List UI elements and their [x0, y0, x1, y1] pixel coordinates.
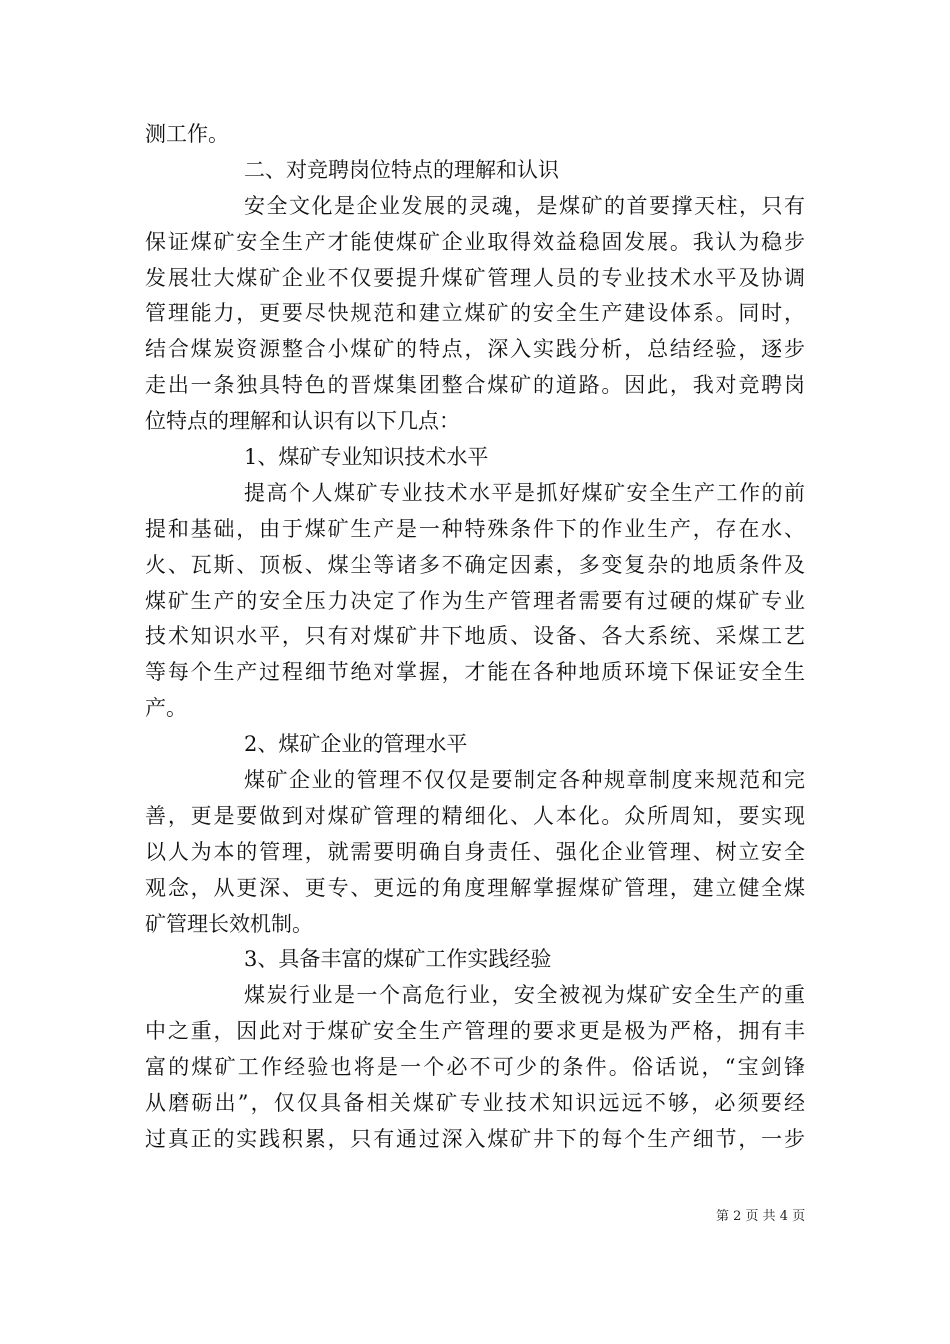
body-line: 观念，从更深、更专、更远的角度理解掌握煤矿管理，建立健全煤	[145, 875, 805, 900]
subsection-heading: 2、煤矿企业的管理水平	[244, 732, 468, 757]
body-line: 走出一条独具特色的晋煤集团整合煤矿的道路。因此，我对竞聘岗	[145, 373, 805, 398]
paragraph-first-line: 提高个人煤矿专业技术水平是抓好煤矿安全生产工作的前	[244, 480, 805, 505]
paragraph-first-line: 煤矿企业的管理不仅仅是要制定各种规章制度来规范和完	[244, 768, 805, 793]
body-line: 善，更是要做到对煤矿管理的精细化、人本化。众所周知，要实现	[145, 803, 805, 828]
paragraph-first-line: 安全文化是企业发展的灵魂，是煤矿的首要撑天柱，只有	[244, 193, 805, 218]
page-number: 第 2 页 共 4 页	[716, 1209, 806, 1224]
body-line: 煤矿生产的安全压力决定了作为生产管理者需要有过硬的煤矿专业	[145, 588, 805, 613]
subsection-heading: 1、煤矿专业知识技术水平	[244, 445, 489, 470]
section-heading: 二、对竞聘岗位特点的理解和认识	[244, 157, 559, 182]
body-line: 从磨砺出”，仅仅具备相关煤矿专业技术知识远远不够，必须要经	[145, 1091, 805, 1116]
document-body	[145, 117, 805, 1158]
body-line: 保证煤矿安全生产才能使煤矿企业取得效益稳固发展。我认为稳步	[145, 229, 805, 254]
body-line: 产。	[145, 696, 187, 721]
body-line: 管理能力，更要尽快规范和建立煤矿的安全生产建设体系。同时，	[145, 301, 805, 326]
body-line: 结合煤炭资源整合小煤矿的特点，深入实践分析，总结经验，逐步	[145, 337, 805, 362]
body-line: 等每个生产过程细节绝对掌握，才能在各种地质环境下保证安全生	[145, 660, 805, 685]
body-line: 技术知识水平，只有对煤矿井下地质、设备、各大系统、采煤工艺	[145, 624, 805, 649]
body-line: 过真正的实践积累，只有通过深入煤矿井下的每个生产细节，一步	[145, 1126, 805, 1151]
body-line: 富的煤矿工作经验也将是一个必不可少的条件。俗话说，“宝剑锋	[145, 1055, 805, 1080]
subsection-heading: 3、具备丰富的煤矿工作实践经验	[244, 947, 552, 972]
body-line: 测工作。	[145, 122, 229, 146]
body-line: 发展壮大煤矿企业不仅要提升煤矿管理人员的专业技术水平及协调	[145, 265, 805, 290]
body-line: 火、瓦斯、顶板、煤尘等诸多不确定因素，多变复杂的地质条件及	[145, 552, 805, 577]
body-line: 中之重，因此对于煤矿安全生产管理的要求更是极为严格，拥有丰	[145, 1019, 805, 1044]
body-line: 以人为本的管理，就需要明确自身责任、强化企业管理、树立安全	[145, 839, 805, 864]
paragraph-first-line: 煤炭行业是一个高危行业，安全被视为煤矿安全生产的重	[244, 983, 805, 1008]
body-line: 矿管理长效机制。	[145, 911, 313, 936]
body-line: 位特点的理解和认识有以下几点：	[145, 409, 460, 434]
body-line: 提和基础，由于煤矿生产是一种特殊条件下的作业生产，存在水、	[145, 516, 805, 541]
